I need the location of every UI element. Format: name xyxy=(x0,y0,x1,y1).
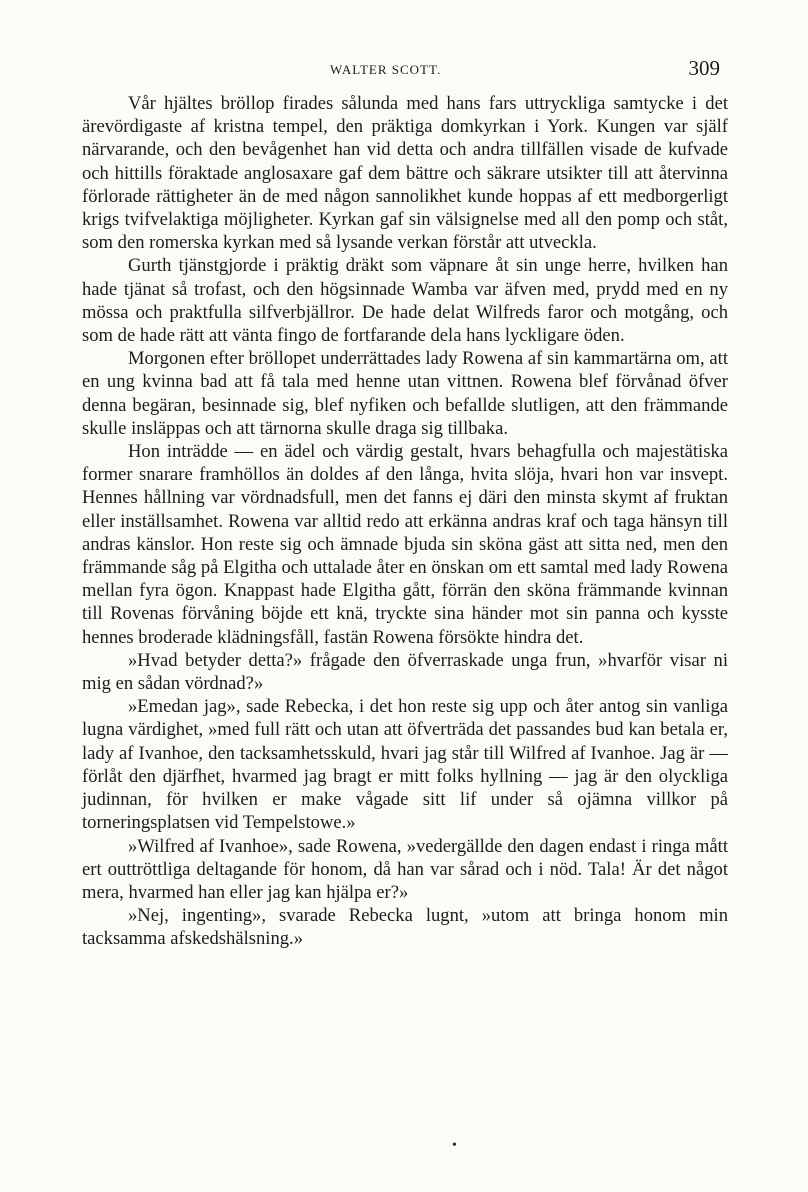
paragraph-8: »Nej, ingenting», svarade Rebecka lugnt, »utom att bringa honom min tacksamma afskedshälsning.» xyxy=(82,905,728,950)
body-text xyxy=(82,92,728,951)
running-head xyxy=(0,56,808,86)
paragraph-6: »Emedan jag», sade Rebecka, i det hon reste sig upp och åter antog sin vanliga lugna värdighet, »med full rätt och utan att öfverträda det passandes bud kan betala er, lady af Ivanhoe, den tacksamhetsskuld, hvari jag står till Wilfred af Ivanhoe. Jag är — förlåt den djärfhet, hvarmed jag bragt er mitt folks hyllning — jag är den olyckliga judinnan, för hvilken er make vågade sitt lif under så ojämna villkor på torneringsplatsen vid Tempelstowe.» xyxy=(82,696,728,834)
running-head-author: WALTER SCOTT. xyxy=(330,62,442,77)
footer-mark: • xyxy=(452,1138,457,1153)
paragraph-3: Morgonen efter bröllopet underrättades lady Rowena af sin kammartärna om, att en ung kvinna bad att få tala med henne utan vittnen. Rowena blef förvånad öfver denna begäran, besinnade sig, blef nyfiken och befallde slutligen, att den främmande skulle insläppas och att tärnorna skulle draga sig tillbaka. xyxy=(82,348,728,439)
paragraph-2: Gurth tjänstgjorde i präktig dräkt som väpnare åt sin unge herre, hvilken han hade tjänat så trofast, och den högsinnade Wamba var äfven med, prydd med en ny mössa och praktfulla silfverbjällror. De hade delat Wilfreds faror och motgång, och som de hade rätt att vänta fingo de fortfarande dela hans lyckligare öden. xyxy=(82,255,728,347)
paragraph-5: »Hvad betyder detta?» frågade den öfverraskade unga frun, »hvarför visar ni mig en sådan vördnad?» xyxy=(82,649,728,695)
page-number: 309 xyxy=(688,56,720,80)
paragraph-7: »Wilfred af Ivanhoe», sade Rowena, »vedergällde den dagen endast i ringa mått ert outtröttliga deltagande för honom, då han var sårad och i nöd. Tala! Är det något mera, hvarmed han eller jag kan hjälpa er?» xyxy=(82,835,728,903)
paragraph-1: Vår hjältes bröllop firades sålunda med hans fars uttryckliga samtycke i det ärevördigaste af kristna tempel, den präktiga domkyrkan i York. Kungen var själf närvarande, och den bevågenhet han vid detta och andra tillfällen visade de kufvade och hittills föraktade anglosaxare gaf dem bättre och säkrare utsikter till att återvinna förlorade rättigheter än de med någon sannolikhet kunde hoppas af ett medborgerligt krigs tvifvelaktiga möjligheter. Kyrkan gaf sin välsignelse med all den pomp och ståt, som den romerska kyrkan med så lysande verkan förstår att utveckla. xyxy=(82,93,728,254)
paragraph-4: Hon inträdde — en ädel och värdig gestalt, hvars behagfulla och majestätiska former snarare framhöllos än doldes af den långa, hvita slöja, hvari hon var insvept. Hennes hållning var vördnadsfull, men det fanns ej däri den minsta skymt af fruktan eller inställsamhet. Rowena var alltid redo att erkänna andras kraf och taga hänsyn till andras känslor. Hon reste sig och ämnade bjuda sin sköna gäst att sitta ned, men den främmande såg på Elgitha och uttalade åter en önskan om ett samtal med lady Rowena mellan fyra ögon. Knappast hade Elgitha gått, förrän den sköna främmande kvinnan till Rovenas förvåning böjde ett knä, tryckte sina händer mot sin panna och kysste hennes broderade klädningsfåll, fastän Rowena försökte hindra det. xyxy=(82,441,728,648)
